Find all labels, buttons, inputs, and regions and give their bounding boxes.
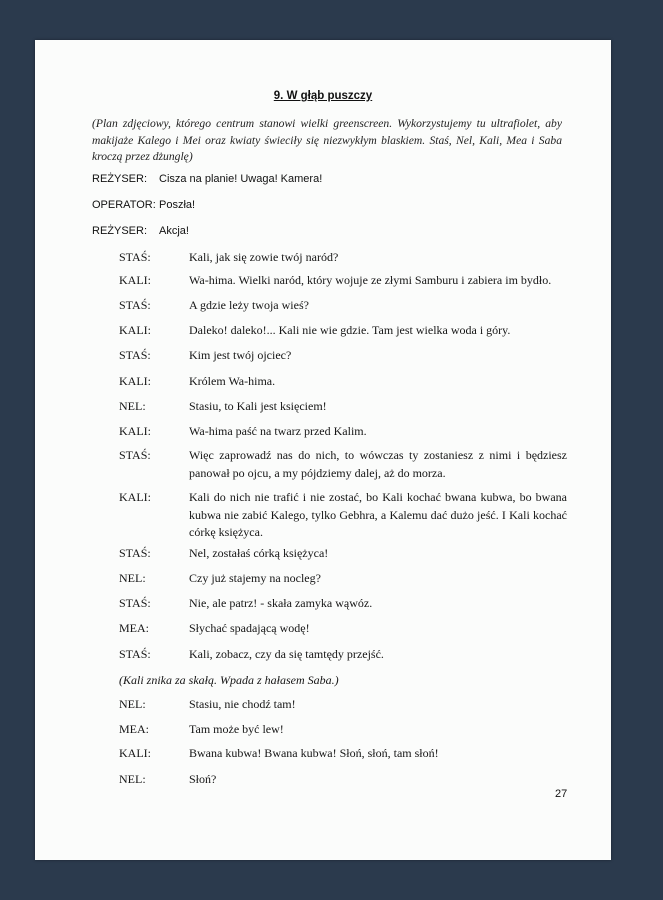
line-text: Tam może być lew! [189,722,284,736]
page-number: 27 [555,788,568,800]
speaker: NEL: [119,772,146,786]
dialogue-line [119,545,567,563]
speaker: KALI: [119,490,151,504]
line-text: Królem Wa-hima. [189,374,276,388]
line-text: Daleko! daleko!... Kali nie wie gdzie. Tam jest wielka woda i góry. [189,323,511,337]
dialogue-line [119,595,567,613]
line-text: Czy już stajemy na nocleg? [189,571,321,585]
dialogue-line [119,297,567,315]
dialogue-line [119,696,567,714]
script-page [35,40,611,860]
stage-direction: (Plan zdjęciowy, którego centrum stanowi wielki greenscreen. Wykorzystujemy tu ultrafiolet, aby makijaże Kalego i Mei oraz kwiaty świeciły się niezwykłym blaskiem. Staś, Nel, Kali, Mea i Saba kroczą przez dżunglę) [92,117,562,163]
speaker: REŻYSER: [92,173,148,185]
speaker: MEA: [119,722,149,736]
line-text: Akcja! [159,225,189,237]
speaker: KALI: [119,746,151,760]
line-text: Więc zaprowadź nas do nich, to wówczas ty zostaniesz z nimi i będziesz panował po ojcu, a my pójdziemy dalej, aż do morza. [189,448,567,480]
speaker: KALI: [119,424,151,438]
speaker: STAŚ: [119,448,151,462]
line-text: Kali do nich nie trafić i nie zostać, bo Kali kochać bwana kubwa, bo bwana kubwa nie zabić Kalego, tylko Gebhra, a Kalemu dać dużo jeść. I Kali kochać córkę księżyca. [189,490,567,539]
line-text: Poszła! [159,199,196,211]
line-text: Wa-hima. Wielki naród, który wojuje ze złymi Samburu i zabiera im bydło. [189,273,552,287]
line-text: A gdzie leży twoja wieś? [189,298,309,312]
dialogue-line [119,347,567,365]
scene-title: 9. W głąb puszczy [273,90,373,102]
speaker: NEL: [119,399,146,413]
line-text: Kim jest twój ojciec? [189,348,292,362]
line-text: Nie, ale patrz! - skała zamyka wąwóz. [189,596,373,610]
speaker: STAŚ: [119,596,151,610]
line-text: Kali, zobacz, czy da się tamtędy przejść. [189,647,384,661]
speaker: STAŚ: [119,348,151,362]
speaker: STAŚ: [119,647,151,661]
dialogue-line [119,646,567,664]
dialogue-line [119,489,567,542]
dialogue-line [119,398,567,416]
dialogue-line [119,570,567,588]
dialogue-line [119,373,567,391]
line-text: Wa-hima paść na twarz przed Kalim. [189,424,367,438]
dialogue-line [119,322,567,340]
speaker: KALI: [119,273,151,287]
dialogue-line [119,771,567,789]
line-text: Kali, jak się zowie twój naród? [189,250,339,264]
dialogue-line [119,272,567,290]
speaker: KALI: [119,323,151,337]
dialogue-line [119,423,567,441]
speaker: OPERATOR: [92,199,156,211]
speaker: STAŚ: [119,298,151,312]
speaker: KALI: [119,374,151,388]
speaker: NEL: [119,697,146,711]
dialogue-line [119,745,567,763]
line-text: Cisza na planie! Uwaga! Kamera! [159,173,323,185]
speaker: NEL: [119,571,146,585]
speaker: MEA: [119,621,149,635]
line-text: Bwana kubwa! Bwana kubwa! Słoń, słoń, tam słoń! [189,746,439,760]
speaker: STAŚ: [119,250,151,264]
stage-direction-2: (Kali znika za skałą. Wpada z hałasem Saba.) [119,673,339,687]
line-text: Stasiu, to Kali jest księciem! [189,399,327,413]
line-text: Nel, zostałaś córką księżyca! [189,546,329,560]
dialogue-line [119,620,567,638]
dialogue-line [119,721,567,739]
dialogue-line [119,249,567,267]
speaker: STAŚ: [119,546,151,560]
line-text: Słoń? [189,772,217,786]
line-text: Słychać spadającą wodę! [189,621,310,635]
line-text: Stasiu, nie chodź tam! [189,697,296,711]
speaker: REŻYSER: [92,225,148,237]
dialogue-line [119,447,567,482]
